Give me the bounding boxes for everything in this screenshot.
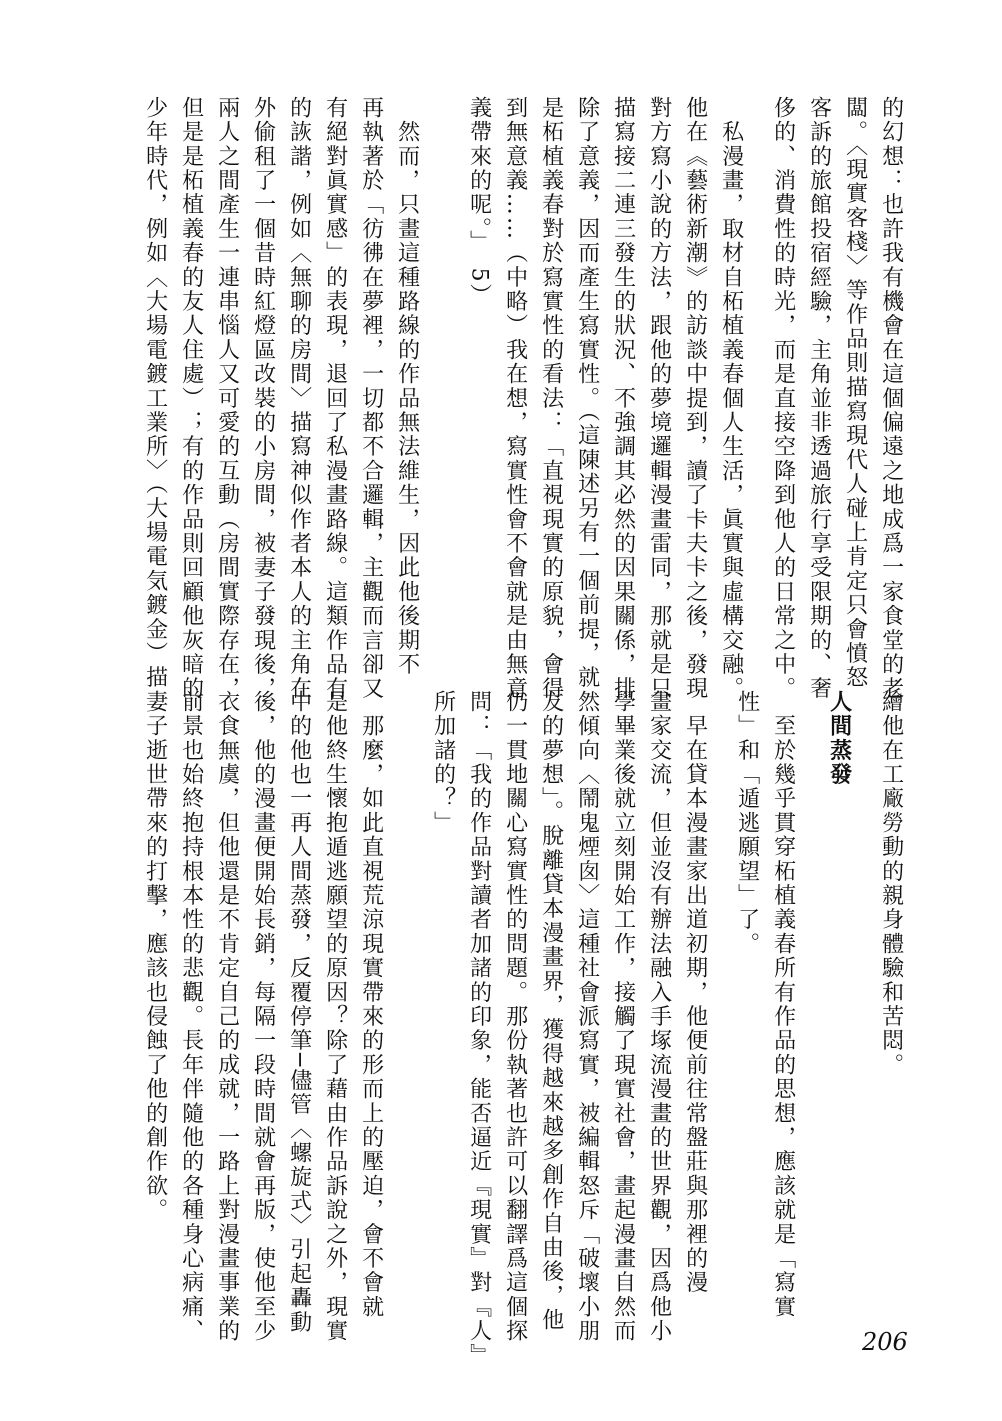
text-column-top-9: 除了意義，因而產生寫實性。（這陳述另有一個前提，就 (574, 96, 600, 690)
text-column-top-14: 然而，只畫這種路線的作品無法維生，因此他後期不 (394, 96, 420, 677)
text-column-bottom-17: 是他終生懷抱遁逃願望的原因？除了藉由作品訴說之外，現實 (322, 690, 348, 1344)
page-number: 206 (862, 1328, 908, 1356)
section-heading: 人間蒸發 (826, 690, 853, 787)
text-column-bottom-13: 問：「我的作品對讀者加諸的印象，能否逼近『現實』對『人』 (466, 690, 492, 1368)
text-column-top-20: 但是是柘植義春的友人住處）；有的作品則回顧他灰暗的 (178, 96, 204, 701)
text-column-bottom-22: 妻子逝世帶來的打擊，應該也侵蝕了他的創作欲。 (142, 690, 168, 1223)
text-column-bottom-1: 繪他在工廠勞動的親身體驗和苦悶。 (878, 690, 904, 1078)
text-column-bottom-10: 然傾向〈鬧鬼煙囱〉這種社會派寫實，被編輯怒斥「破壞小朋 (574, 690, 600, 1344)
text-column-bottom-20: 衣食無虞，但他還是不肯定自己的成就，一路上對漫畫事業的 (214, 690, 240, 1344)
text-column-top-12: 義帶來的呢。」 5） (466, 96, 492, 308)
text-column-top-11: 到無意義……（中略）我在想，寫實性會不會就是由無意 (502, 96, 528, 701)
text-column-top-21: 少年時代，例如〈大場電鍍工業所〉（大場電気鍍金）描 (142, 96, 168, 690)
text-column-top-6: 他在《藝術新潮》的訪談中提到，讀了卡夫卡之後，發現 (682, 96, 708, 701)
text-column-top-10: 是柘植義春對於寫實性的看法：「直視現實的原貌，會得 (538, 96, 564, 701)
text-column-bottom-14: 所加諸的？」 (430, 690, 456, 836)
text-column-top-3: 客訴的旅館投宿經驗，主角並非透過旅行享受限期的、奢 (806, 96, 832, 701)
text-column-bottom-7: 早在貸本漫畫家出道初期，他便前往常盤莊與那裡的漫 (682, 690, 708, 1295)
text-column-top-16: 有絕對眞實感」的表現，退回了私漫畫路線。這類作品有 (322, 96, 348, 701)
text-column-bottom-16: 那麼，如此直視荒涼現實帶來的形而上的壓迫，會不會就 (358, 690, 384, 1320)
text-column-top-15: 再執著於「彷彿在夢裡，一切都不合邏輯，主觀而言卻又 (358, 96, 384, 701)
text-column-bottom-19: 後，他的漫畫便開始長銷，每隔一段時間就會再版，使他至少 (250, 690, 276, 1344)
text-column-top-2: 闆。〈現實客棧〉等作品則描寫現代人碰上肯定只會憤怒 (842, 96, 868, 690)
text-column-top-7: 對方寫小說的方法，跟他的夢境邏輯漫畫雷同，那就是只 (646, 96, 672, 701)
text-column-bottom-5: 性」和「遁逃願望」了。 (734, 690, 760, 957)
text-column-bottom-11: 友的夢想」。脫離貸本漫畫界，獲得越來越多創作自由後，他 (538, 690, 564, 1333)
text-column-bottom-8: 畫家交流，但並沒有辦法融入手塚流漫畫的世界觀，因爲他小 (646, 690, 672, 1344)
text-column-top-1: 的幻想：也許我有機會在這個偏遠之地成爲一家食堂的老 (878, 96, 904, 701)
text-column-top-19: 兩人之間產生一連串惱人又可愛的互動（房間實際存在， (214, 96, 240, 701)
text-column-top-18: 外偷租了一個昔時紅燈區改裝的小房間，被妻子發現後， (250, 96, 276, 701)
text-column-top-5: 私漫畫，取材自柘植義春個人生活，眞實與虛構交融。 (718, 96, 744, 701)
text-column-top-8: 描寫接二連三發生的狀況、不強調其必然的因果關係，排 (610, 96, 636, 701)
text-column-bottom-21: 前景也始終抱持根本性的悲觀。長年伴隨他的各種身心病痛、 (178, 690, 204, 1344)
text-column-top-4: 侈的、消費性的時光，而是直接空降到他人的日常之中。 (770, 96, 796, 701)
text-column-bottom-18: 中的他也一再人間蒸發，反覆停筆─儘管〈螺旋式〉引起轟動 (286, 690, 312, 1335)
text-column-top-17: 的詼諧，例如〈無聊的房間〉描寫神似作者本人的主角在 (286, 96, 312, 701)
text-column-bottom-4: 至於幾乎貫穿柘植義春所有作品的思想，應該就是「寫實 (770, 690, 796, 1320)
text-column-bottom-12: 仍一貫地關心寫實性的問題。那份執著也許可以翻譯爲這個探 (502, 690, 528, 1344)
text-column-bottom-9: 學畢業後就立刻開始工作，接觸了現實社會，畫起漫畫自然而 (610, 690, 636, 1344)
